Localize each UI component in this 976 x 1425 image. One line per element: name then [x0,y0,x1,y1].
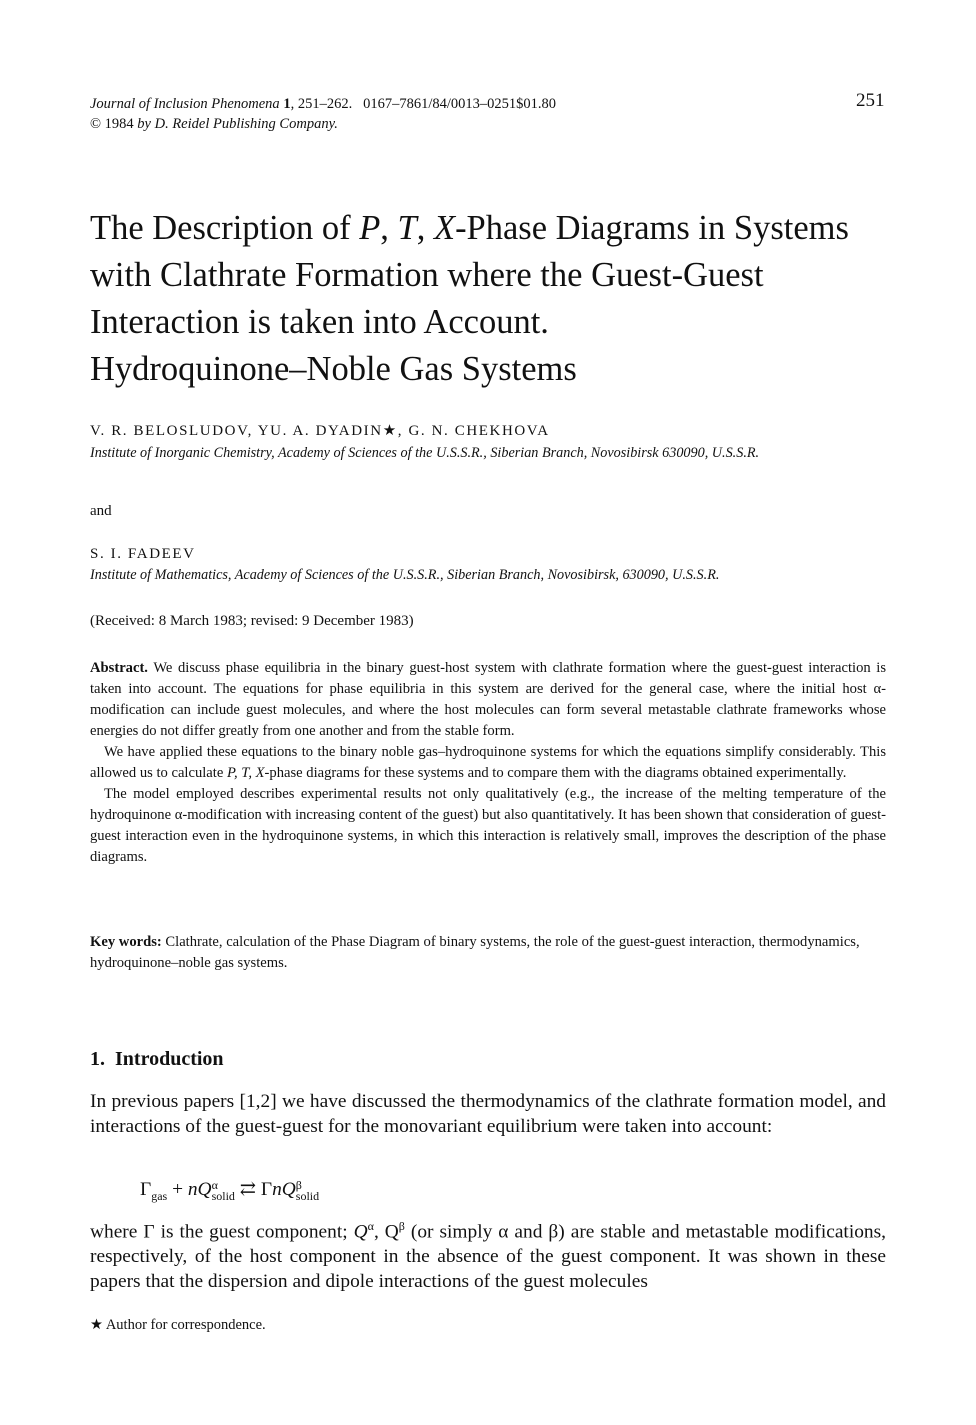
publisher: by D. Reidel Publishing Company. [137,116,338,132]
authors-group1: V. R. BELOSLUDOV, YU. A. DYADIN [90,423,383,439]
eq-arrows: ⇄ [239,1179,257,1200]
footnote-text: Author for correspondence. [103,1317,266,1333]
abstract-paragraph-2 [90,742,886,784]
eq-sub-gas: gas [151,1188,168,1203]
eq-rhs-nq: nQ [272,1179,296,1200]
keywords-label: Key words: [90,934,162,950]
title-part1: The Description of [90,209,360,247]
intro-paragraph-1: In previous papers [1,2] we have discussed the thermodynamics of the clathrate formation model, and interactions of the guest-guest for the monovariant equilibrium were taken into account: [90,1091,886,1137]
paper-title [90,205,910,393]
eq-rhs-sub-solid: solid [295,1188,320,1203]
footnote-mark: ★ [90,1317,103,1333]
author-conjunction: and [90,503,112,519]
journal-name: Journal of Inclusion Phenomena [90,96,280,112]
title-part2: -Phase Diagrams in Systems with Clathrate Formation where the Guest-Guest Interaction is taken into Account. [90,209,849,341]
title-sep2: , [416,209,434,247]
section-number: 1. [90,1048,105,1070]
eq-sub-solid: solid [211,1188,235,1203]
eq-sup-beta: β [295,1177,302,1192]
eq-sup-alpha: α [211,1177,218,1192]
author-list-2: S. I. FADEEV [90,546,196,562]
footnote [90,1317,266,1334]
journal-pages: , 251–262. [290,96,353,112]
intro-p2a: where Γ is the guest component; [90,1221,354,1243]
affiliation-1: Institute of Inorganic Chemistry, Academy of Sciences of the U.S.S.R., Siberian Branch, Novosibirsk 630090, U.S.S.R. [90,445,760,461]
keywords [90,932,886,974]
eq-plus: + [167,1179,188,1200]
intro-p2b: (or simply α and β) are stable and metastable modifications, respectively, of the host component in the absence of the guest component. It was shown in these papers that the dispersion and dipole interactions of the guest molecules [90,1221,886,1293]
author-list-1 [90,421,550,440]
abstract-p2a: We have applied these equations to the binary noble gas–hydroquinone systems for which the equations simplify considerably. This allowed us to calculate [90,744,886,781]
abstract-p2-vars: P, T, X [226,765,265,781]
title-var-x: X [433,209,456,247]
abstract-paragraph-3: The model employed describes experimental results not only qualitatively (e.g., the increase of the melting temperature of the hydroquinone α-modification with increasing content of the guest) but also quantitatively. It has been shown that consideration of guest-guest interaction even in the hydroquinone systems, in which this interaction is relatively small, improves the description of the phase diagrams. [90,786,886,865]
abstract-p2b: -phase diagrams for these systems and to compare them with the diagrams obtained experimentally. [264,765,847,781]
authors-group1-rest: , G. N. CHEKHOVA [397,423,550,439]
corresponding-mark: ★ [382,423,398,439]
journal-line [90,94,556,114]
received-dates: (Received: 8 March 1983; revised: 9 December 1983) [90,613,414,629]
title-var-t: T [397,209,417,247]
title-sep1: , [380,209,398,247]
copyright-line [90,114,556,134]
eq-rhs-gamma: Γ [260,1179,273,1200]
journal-code: 0167–7861/84/0013–0251$01.80 [363,96,556,112]
abstract-paragraph-1 [90,658,886,742]
copyright-symbol: © [90,116,102,132]
title-var-p: P [359,209,381,247]
intro-p2-alpha: α [367,1219,374,1233]
eq-nq: nQ [187,1179,212,1200]
intro-p2-q: Q [353,1221,368,1243]
journal-volume: 1 [283,96,291,112]
title-line4: Hydroquinone–Noble Gas Systems [90,350,577,388]
eq-gamma: Γ [140,1179,152,1200]
journal-header [90,94,556,134]
abstract-p1-text: We discuss phase equilibria in the binary guest-host system with clathrate formation where the guest-guest interaction is taken into account. The equations for phase equilibria in this system are derived for the general case, where the initial host α-modification can include guest molecules, and where the host molecules can form several metastable clathrate frameworks whose energies do not differ greatly from one another and from the stable form. [90,660,887,739]
keywords-text: Clathrate, calculation of the Phase Diagram of binary systems, the role of the guest-guest interaction, thermodynamics, hydroquinone–noble gas systems. [90,934,860,971]
intro-p2-beta: β [398,1219,405,1233]
equation [140,1177,319,1204]
abstract [90,658,886,868]
intro-paragraph-2 [90,1214,886,1294]
page-number: 251 [856,90,885,111]
copyright-year: 1984 [104,116,134,132]
abstract-label: Abstract. [90,660,148,676]
intro-p2-comma: , Q [373,1221,399,1243]
section-title: Introduction [115,1048,224,1070]
affiliation-2: Institute of Mathematics, Academy of Sciences of the U.S.S.R., Siberian Branch, Novosibirsk, 630090, U.S.S.R. [90,567,720,583]
section-heading [90,1048,224,1071]
